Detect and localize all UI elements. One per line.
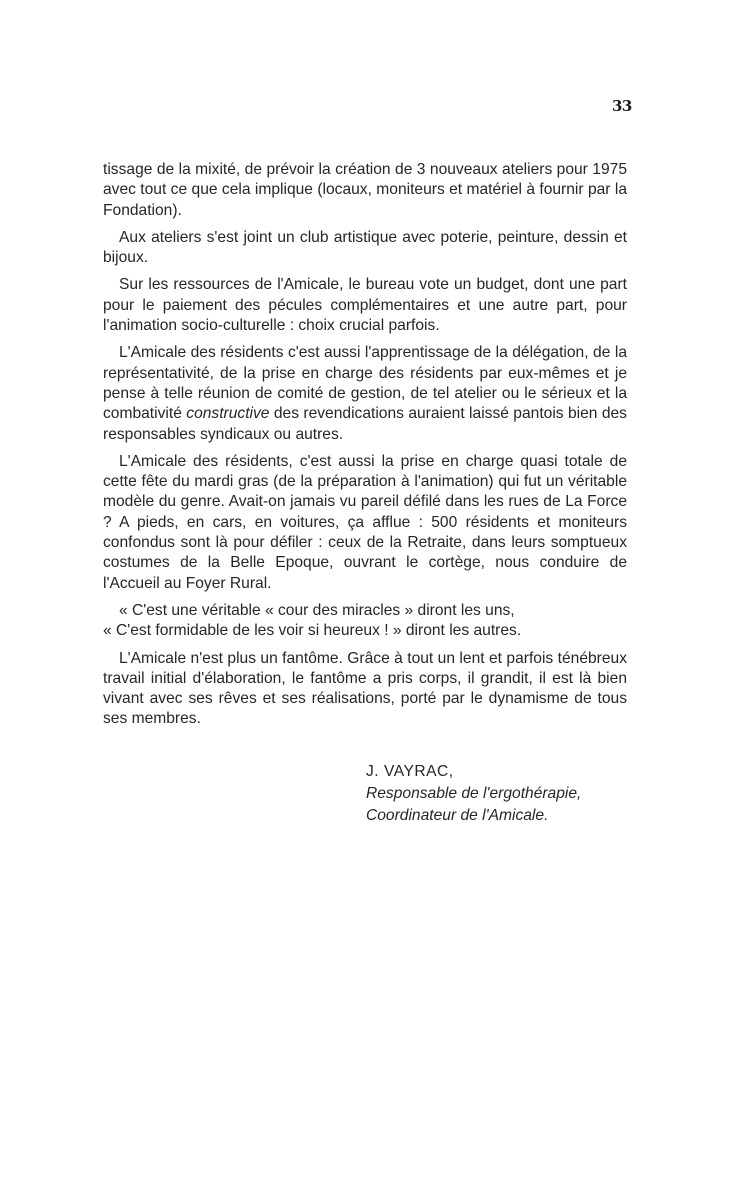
author-name: J. VAYRAC, [366,763,454,780]
author-role-1: Responsable de l'ergothérapie, [366,785,582,802]
paragraph-7: L'Amicale n'est plus un fantôme. Grâce à tout un lent et parfois ténébreux travail initial d'élaboration, le fantôme a pris corps, il grandit, il est là bien vivant avec ses rêves et ses réalisations, porté par le dynamisme de tous ses membres. [103,649,627,728]
signature-block [366,761,581,827]
paragraph-5: L'Amicale des résidents, c'est aussi la prise en charge quasi totale de cette fête du mardi gras (de la préparation à l'animation) qui fut un véritable modèle du genre. Avait-on jamais vu pareil défilé dans les rues de La Force ? A pieds, en cars, en voitures, ça afflue : 500 résidents et moniteurs confondus sont là pour défiler : ceux de la Retraite, dans leurs somptueux costumes de la Belle Epoque, ouvrant le cortège, nous conduire de l'Accueil au Foyer Rural. [103,452,627,592]
paragraph-4 [103,343,627,444]
quote-line-2: « C'est formidable de les voir si heureux ! » diront les autres. [103,622,522,640]
article-body [103,160,627,737]
paragraph-4-emphasis: constructive [186,405,270,423]
paragraph-4-text-start: L'Amicale des résidents c'est aussi l'apprentissage de la délégation, de la représentativité, de la prise en charge des résidents par eux-mêmes et je pense à telle réunion de comité de gestion, de tel atelier ou le sérieux et la combativité [103,344,627,423]
page-number: 33 [612,97,632,115]
author-role-2: Coordinateur de l'Amicale. [366,807,549,824]
paragraph-3: Sur les ressources de l'Amicale, le bureau vote un budget, dont une part pour le paiement des pécules complémentaires et une autre part, pour l'animation socio-culturelle : choix crucial parfois. [103,276,627,335]
quote-line-1: « C'est une véritable « cour des miracles » diront les uns, [119,601,515,619]
paragraph-1: tissage de la mixité, de prévoir la création de 3 nouveaux ateliers pour 1975 avec tout ce que cela implique (locaux, moniteurs et matériel à fournir par la Fondation). [103,161,627,219]
paragraph-6 [103,601,627,642]
paragraph-4-text-end: des revendications auraient laissé pantois bien des responsables syndicaux ou autres. [103,405,627,443]
paragraph-2: Aux ateliers s'est joint un club artistique avec poterie, peinture, dessin et bijoux. [103,228,627,267]
